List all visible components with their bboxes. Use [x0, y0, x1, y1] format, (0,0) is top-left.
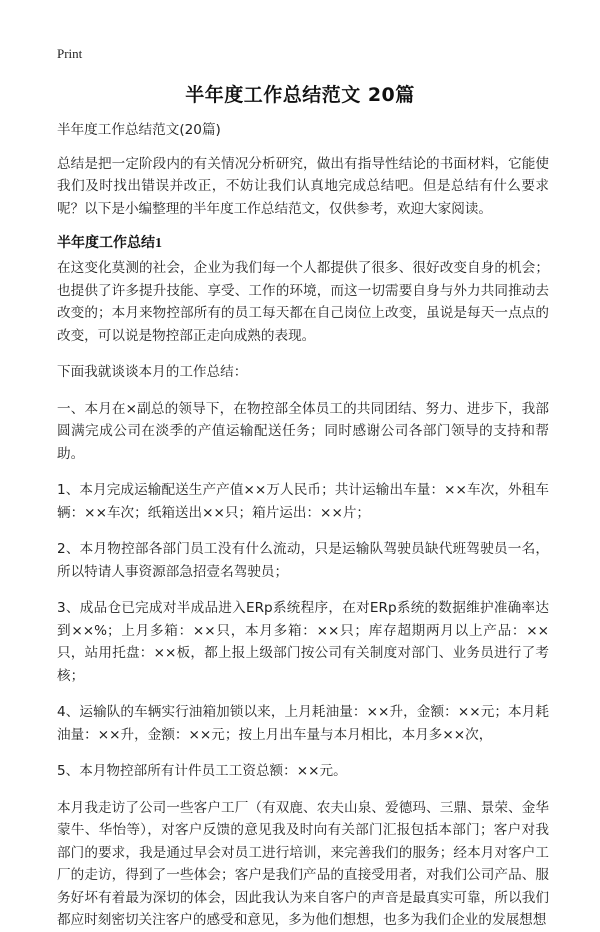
- article-subtitle: 半年度工作总结范文(20篇): [57, 122, 221, 138]
- article-body: [57, 119, 549, 932]
- body-paragraph: 一、本月在×副总的领导下，在物控部全体员工的共同团结、努力、进步下，我部圆满完成公司在淡季的产值运输配送任务；同时感谢公司各部门领导的支持和帮助。: [57, 400, 549, 462]
- print-link[interactable]: Print: [57, 46, 83, 61]
- body-paragraph: 2、本月物控部各部门员工没有什么流动，只是运输队驾驶员缺代班驾驶员一名，所以特请人事资源部急招壹名驾驶员；: [57, 541, 549, 580]
- body-paragraph: 下面我就谈谈本月的工作总结：: [57, 364, 248, 380]
- page-title: 半年度工作总结范文 20篇: [185, 84, 415, 106]
- section-heading: 半年度工作总结1: [57, 236, 162, 251]
- body-paragraph: 本月我走访了公司一些客户工厂（有双鹿、农夫山泉、爱德玛、三鼎、景荣、金华蒙牛、华怡等），对客户反馈的意见我及时向有关部门汇报包括本部门；客户对我部门的要求，我是通过早会对员工进行培训，来完善我们的服务；经本月对客户工厂的走访，得到了一些体会；客户是我们产品的直接受用者，对我们公司产品、服务好坏有着最为深切的体会，因此我认为来自客户的声音是最真实可靠，所以我们都应时刻密切关注客户的感受和意见，多为他们想想，也多为我们企业的发展想想: [57, 799, 549, 928]
- body-paragraph: 在这变化莫测的社会，企业为我们每一个人都提供了很多、很好改变自身的机会；也提供了许多提升技能、享受、工作的环境，而这一切需要自身与外力共同推动去改变的；本月来物控部所有的员工每天都在自己岗位上改变，虽说是每天一点点的改变，可以说是物控部正走向成熟的表现。: [57, 260, 549, 344]
- intro-paragraph: 总结是把一定阶段内的有关情况分析研究，做出有指导性结论的书面材料，它能使我们及时找出错误并改正，不妨让我们认真地完成总结吧。但是总结有什么要求呢？以下是小编整理的半年度工作总结范文，仅供参考，欢迎大家阅读。: [57, 155, 549, 217]
- body-paragraph: 5、本月物控部所有计件员工工资总额：××元。: [57, 763, 347, 779]
- body-paragraph: 4、运输队的车辆实行油箱加锁以来，上月耗油量：××升，金额：××元；本月耗油量：××升，金额：××元；按上月出车量与本月相比，本月多××次，: [57, 704, 549, 743]
- body-paragraph: 1、本月完成运输配送生产产值××万人民币；共计运输出车量：××车次，外租车辆：××车次；纸箱送出××只；箱片运出：××片；: [57, 482, 549, 521]
- body-paragraph: 3、成品仓已完成对半成品进入ERp系统程序，在对ERp系统的数据维护准确率达到××%；上月多箱：××只，本月多箱：××只；库存超期两月以上产品：××只，站用托盘：××板，都上报上级部门按公司有关制度对部门、业务员进行了考核；: [57, 600, 549, 684]
